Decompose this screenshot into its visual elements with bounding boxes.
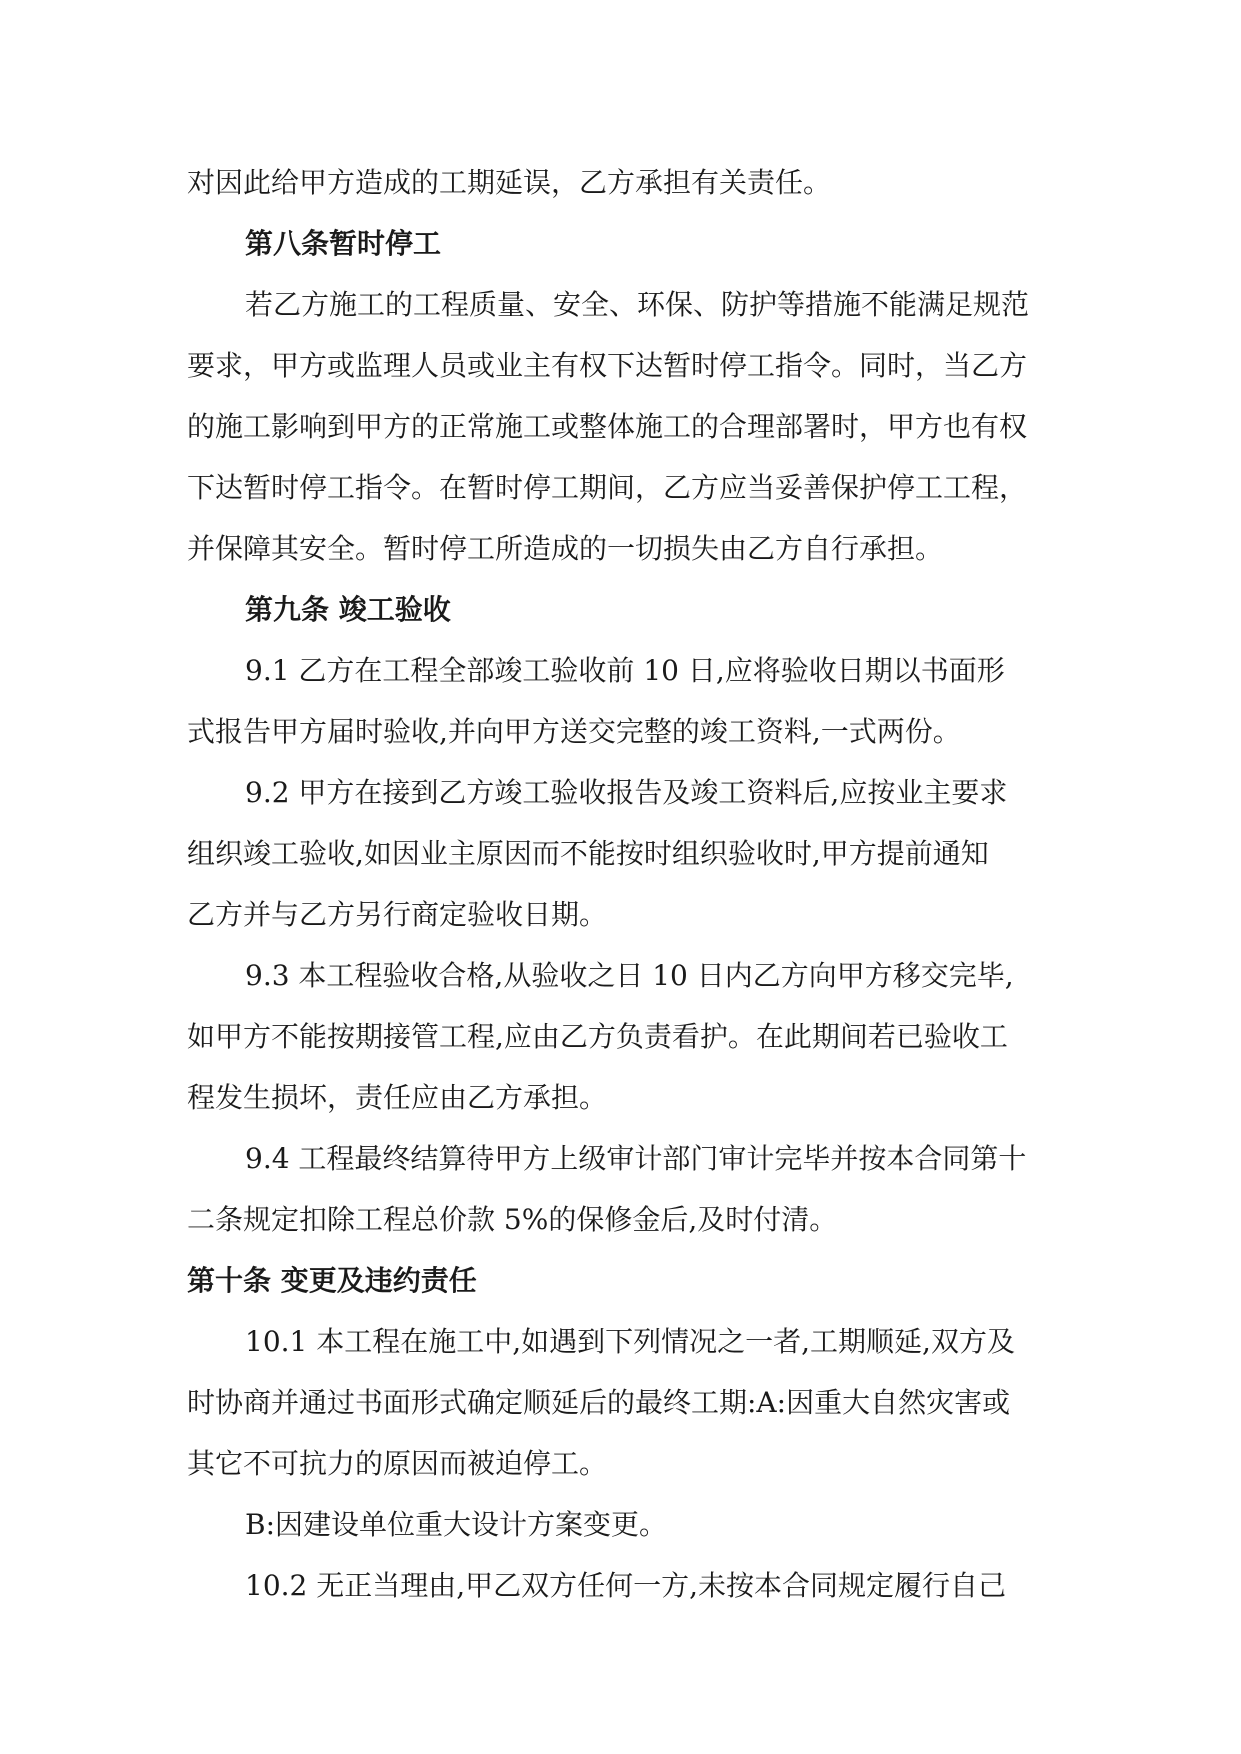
paragraph-line: 并保障其安全。暂时停工所造成的一切损失由乙方自行承担。: [187, 532, 944, 565]
section-heading-article-9: 第九条 竣工验收: [245, 593, 451, 626]
section-heading-article-10: 第十条 变更及违约责任: [187, 1264, 477, 1297]
paragraph-line: 二条规定扣除工程总价款 5%的保修金后,及时付清。: [187, 1203, 838, 1236]
paragraph-line: 的施工影响到甲方的正常施工或整体施工的合理部署时，甲方也有权: [187, 410, 1028, 443]
paragraph-line: 程发生损坏，责任应由乙方承担。: [187, 1081, 608, 1114]
paragraph-line: 要求，甲方或监理人员或业主有权下达暂时停工指令。同时，当乙方: [187, 349, 1028, 382]
clause-10-1-b: B:因建设单位重大设计方案变更。: [245, 1508, 668, 1541]
paragraph-line: 如甲方不能按期接管工程,应由乙方负责看护。在此期间若已验收工: [187, 1020, 1008, 1053]
clause-9-1: 9.1 乙方在工程全部竣工验收前 10 日,应将验收日期以书面形: [245, 654, 1005, 687]
clause-9-2: 9.2 甲方在接到乙方竣工验收报告及竣工资料后,应按业主要求: [245, 776, 1008, 809]
clause-9-4: 9.4 工程最终结算待甲方上级审计部门审计完毕并按本合同第十: [245, 1142, 1027, 1175]
clause-10-1: 10.1 本工程在施工中,如遇到下列情况之一者,工期顺延,双方及: [245, 1325, 1015, 1358]
paragraph-line: 下达暂时停工指令。在暂时停工期间，乙方应当妥善保护停工工程，: [187, 471, 1028, 504]
document-body: [187, 152, 1053, 1616]
paragraph-line: 乙方并与乙方另行商定验收日期。: [187, 898, 608, 931]
paragraph-line: 式报告甲方届时验收,并向甲方送交完整的竣工资料,一式两份。: [187, 715, 961, 748]
paragraph-line: 组织竣工验收,如因业主原因而不能按时组织验收时,甲方提前通知: [187, 837, 989, 870]
clause-10-2: 10.2 无正当理由,甲乙双方任何一方,未按本合同规定履行自己: [245, 1569, 1007, 1602]
clause-9-3: 9.3 本工程验收合格,从验收之日 10 日内乙方向甲方移交完毕,: [245, 959, 1014, 992]
paragraph-line: 时协商并通过书面形式确定顺延后的最终工期:A:因重大自然灾害或: [187, 1386, 1011, 1419]
section-heading-article-8: 第八条暂时停工: [245, 227, 442, 260]
paragraph-line: 其它不可抗力的原因而被迫停工。: [187, 1447, 608, 1480]
paragraph-line: 若乙方施工的工程质量、安全、环保、防护等措施不能满足规范: [245, 288, 1030, 321]
paragraph-line: 对因此给甲方造成的工期延误，乙方承担有关责任。: [187, 166, 832, 199]
